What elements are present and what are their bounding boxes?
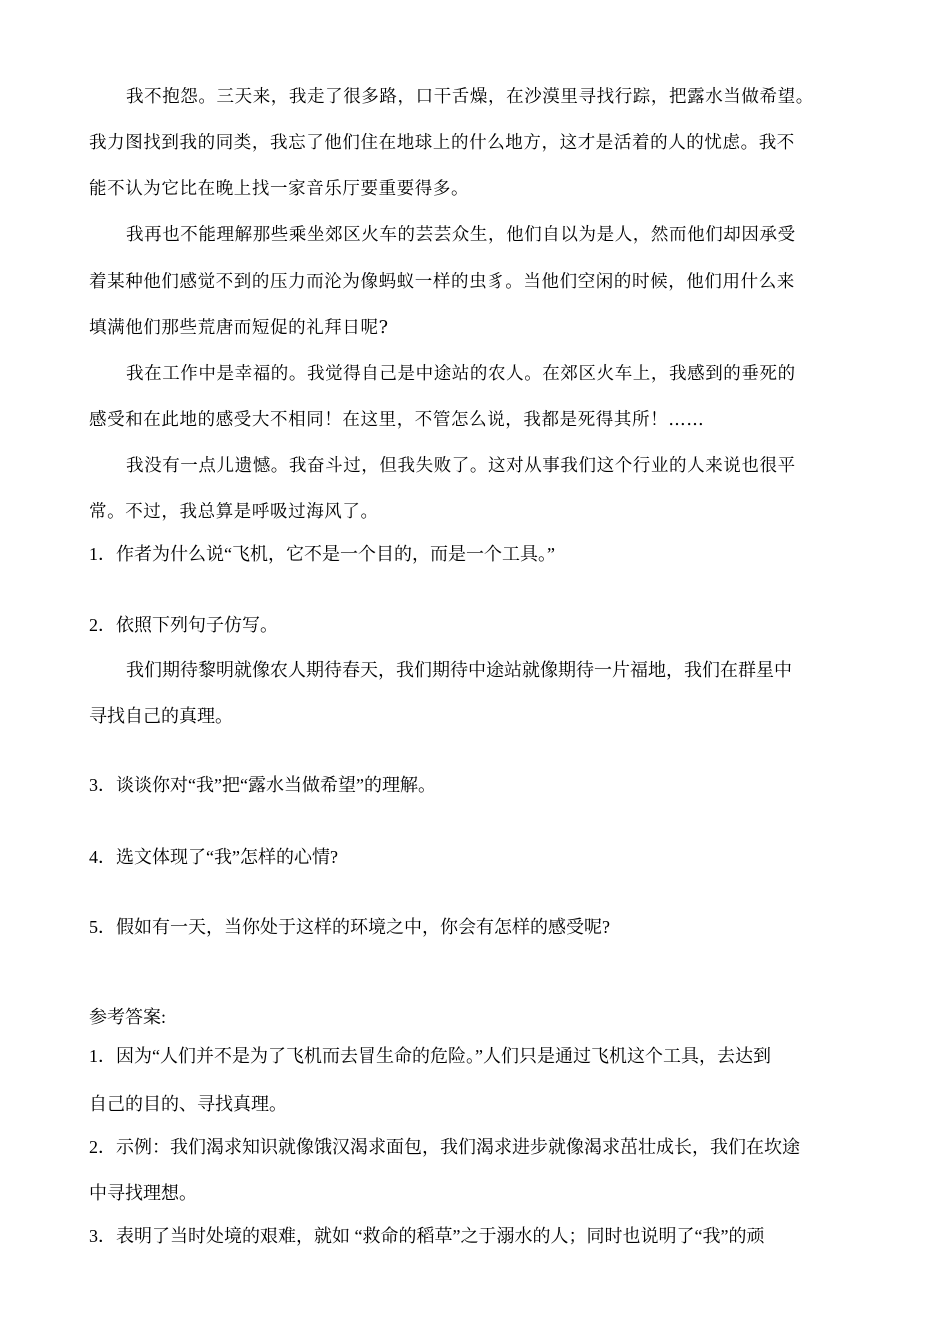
answer-1-line: 1．因为“人们并不是为了飞机而去冒生命的危险。”人们只是通过飞机这个工具，去达到 xyxy=(89,1046,771,1066)
question-4: 4．选文体现了“我”怎样的心情? xyxy=(89,847,338,867)
passage-line: 我再也不能理解那些乘坐郊区火车的芸芸众生，他们自以为是人，然而他们却因承受 xyxy=(126,225,796,245)
question-2-example-line: 寻找自己的真理。 xyxy=(89,706,233,726)
question-3: 3．谈谈你对“我”把“露水当做希望”的理解。 xyxy=(89,775,436,795)
passage-line: 我不抱怨。三天来，我走了很多路，口干舌燥，在沙漠里寻找行踪，把露水当做希望。 xyxy=(126,87,814,107)
passage-line: 常。不过，我总算是呼吸过海风了。 xyxy=(89,502,379,522)
answer-3-line: 3．表明了当时处境的艰难，就如 “救命的稻草”之于溺水的人；同时也说明了“我”的顽 xyxy=(89,1226,765,1246)
passage-line: 感受和在此地的感受大不相同！在这里，不管怎么说，我都是死得其所！…… xyxy=(89,410,705,430)
answer-2-line: 中寻找理想。 xyxy=(89,1183,197,1203)
question-5: 5．假如有一天，当你处于这样的环境之中，你会有怎样的感受呢? xyxy=(89,917,610,937)
question-2-example-line: 我们期待黎明就像农人期待春天，我们期待中途站就像期待一片福地，我们在群星中 xyxy=(126,660,792,680)
answer-2-line: 2．示例：我们渴求知识就像饿汉渴求面包，我们渴求进步就像渴求茁壮成长，我们在坎途 xyxy=(89,1137,800,1157)
answer-1-line: 自己的目的、寻找真理。 xyxy=(89,1094,287,1114)
passage-line: 我没有一点儿遗憾。我奋斗过，但我失败了。这对从事我们这个行业的人来说也很平 xyxy=(126,456,796,476)
passage-line: 着某种他们感觉不到的压力而沦为像蚂蚁一样的虫豸。当他们空闲的时候，他们用什么来 xyxy=(89,272,795,292)
passage-line: 我在工作中是幸福的。我觉得自己是中途站的农人。在郊区火车上，我感到的垂死的 xyxy=(126,364,796,384)
passage-line: 我力图找到我的同类，我忘了他们住在地球上的什么地方，这才是活着的人的忧虑。我不 xyxy=(89,133,795,153)
question-1: 1．作者为什么说“飞机，它不是一个目的，而是一个工具。” xyxy=(89,544,555,564)
answers-heading: 参考答案: xyxy=(89,1007,167,1027)
passage-line: 能不认为它比在晚上找一家音乐厅要重要得多。 xyxy=(89,179,470,199)
question-2: 2．依照下列句子仿写。 xyxy=(89,615,278,635)
passage-line: 填满他们那些荒唐而短促的礼拜日呢? xyxy=(89,318,389,338)
